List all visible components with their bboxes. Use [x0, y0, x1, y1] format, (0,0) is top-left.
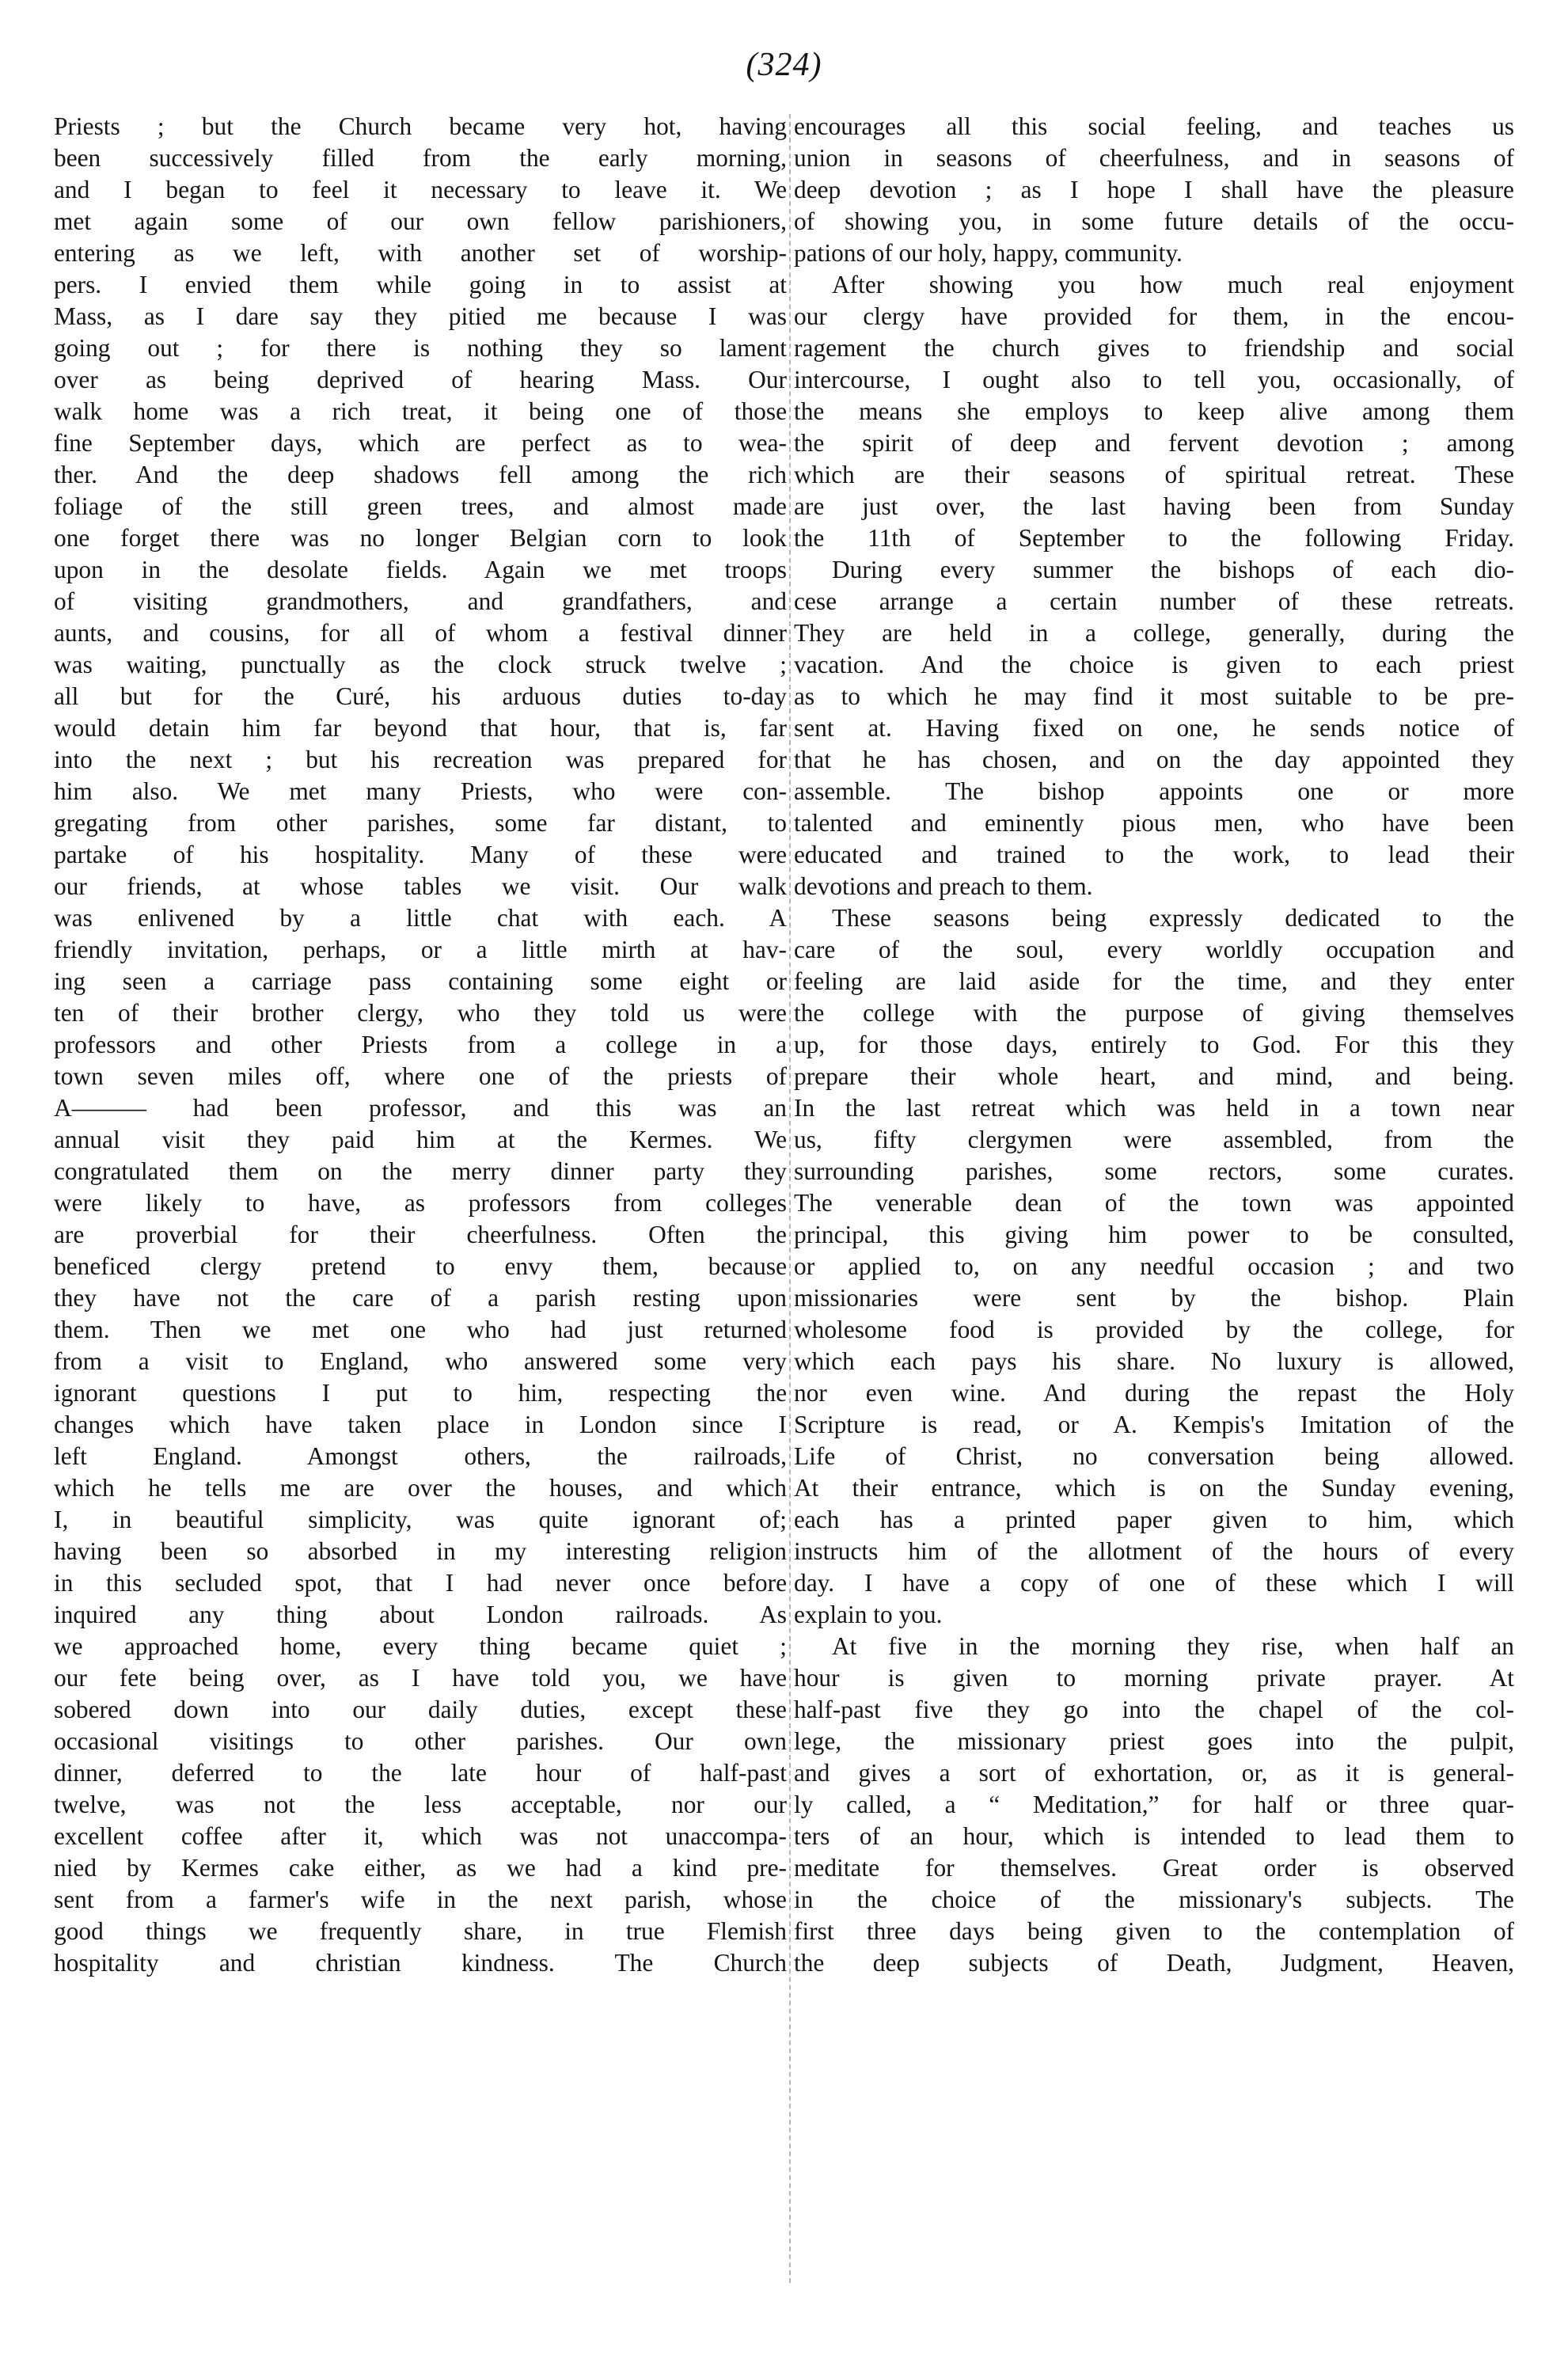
text-line: ignorant questions I put to him, respecting the — [54, 1379, 787, 1407]
right-column — [794, 111, 1514, 1979]
text-line: upon in the desolate fields. Again we met troops — [54, 556, 787, 583]
text-line: sobered down into our daily duties, except these — [54, 1696, 787, 1723]
text-line: nor even wine. And during the repast the Holy — [794, 1379, 1514, 1407]
text-line: inquired any thing about London railroads. As — [54, 1601, 787, 1628]
text-line: Life of Christ, no conversation being allowed. — [794, 1442, 1514, 1470]
text-line: Mass, as I dare say they pitied me because I was — [54, 302, 787, 330]
text-line: professors and other Priests from a college in a — [54, 1031, 787, 1058]
text-line: us, fifty clergymen were assembled, from the — [794, 1126, 1514, 1153]
text-line: left England. Amongst others, the railroads, — [54, 1442, 787, 1470]
text-line: each has a printed paper given to him, which — [794, 1506, 1514, 1533]
text-line: gregating from other parishes, some far distant, to — [54, 809, 787, 837]
paragraph-start-line: These seasons being expressly dedicated to the — [832, 904, 1514, 932]
text-line: and gives a sort of exhortation, or, as it is general- — [794, 1759, 1514, 1787]
text-line: encourages all this social feeling, and teaches us — [794, 112, 1514, 140]
text-line: walk home was a rich treat, it being one of those — [54, 397, 787, 425]
text-line: Priests ; but the Church became very hot, having — [54, 112, 787, 140]
text-line: ing seen a carriage pass containing some eight or — [54, 967, 787, 995]
text-line: hospitality and christian kindness. The Church — [54, 1949, 787, 1977]
text-line: which are their seasons of spiritual retreat. These — [794, 461, 1514, 488]
text-line: our friends, at whose tables we visit. Our walk — [54, 872, 787, 900]
text-line: that he has chosen, and on the day appointed they — [794, 746, 1514, 773]
text-line: him also. We met many Priests, who were con- — [54, 777, 787, 805]
text-line: At their entrance, which is on the Sunday evening, — [794, 1474, 1514, 1502]
text-line: nied by Kermes cake either, as we had a kind pre- — [54, 1854, 787, 1882]
text-line: ters of an hour, which is intended to lead them to — [794, 1822, 1514, 1850]
text-line: first three days being given to the contemplation of — [794, 1917, 1514, 1945]
text-line: we approached home, every thing became quiet ; — [54, 1632, 787, 1660]
text-line: ther. And the deep shadows fell among the rich — [54, 461, 787, 488]
page-number: (324) — [746, 47, 822, 83]
text-line: twelve, was not the less acceptable, nor our — [54, 1791, 787, 1818]
text-line: of showing you, in some future details of the occu- — [794, 207, 1514, 235]
text-line: principal, this giving him power to be consulted, — [794, 1221, 1514, 1248]
text-line: hour is given to morning private prayer. At — [794, 1664, 1514, 1692]
text-line: surrounding parishes, some rectors, some curates. — [794, 1157, 1514, 1185]
text-line: The venerable dean of the town was appointed — [794, 1189, 1514, 1217]
text-line: which each pays his share. No luxury is allowed, — [794, 1347, 1514, 1375]
paragraph-start-line: After showing you how much real enjoyment — [832, 271, 1514, 298]
text-line: vacation. And the choice is given to each priest — [794, 651, 1514, 678]
text-line: the spirit of deep and fervent devotion ; among — [794, 429, 1514, 457]
text-line: beneficed clergy pretend to envy them, because — [54, 1252, 787, 1280]
text-line: annual visit they paid him at the Kermes. We — [54, 1126, 787, 1153]
text-line: Scripture is read, or A. Kempis's Imitation of the — [794, 1411, 1514, 1438]
text-line: and I began to feel it necessary to leave it. We — [54, 176, 787, 203]
text-line: town seven miles off, where one of the priests of — [54, 1062, 787, 1090]
text-line: lege, the missionary priest goes into the pulpit, — [794, 1727, 1514, 1755]
text-line: day. I have a copy of one of these which I will — [794, 1569, 1514, 1597]
text-line: been successively filled from the early morning, — [54, 144, 787, 172]
text-line: up, for those days, entirely to God. For this they — [794, 1031, 1514, 1058]
text-line: into the next ; but his recreation was prepared for — [54, 746, 787, 773]
text-line: excellent coffee after it, which was not unaccompa- — [54, 1822, 787, 1850]
text-line: which he tells me are over the houses, and which — [54, 1474, 787, 1502]
text-line: talented and eminently pious men, who have been — [794, 809, 1514, 837]
text-line: as to which he may find it most suitable to be pre- — [794, 682, 1514, 710]
text-line: the 11th of September to the following Friday. — [794, 524, 1514, 552]
text-line: missionaries were sent by the bishop. Plain — [794, 1284, 1514, 1312]
text-line: assemble. The bishop appoints one or more — [794, 777, 1514, 805]
text-line: They are held in a college, generally, during the — [794, 619, 1514, 647]
text-line: over as being deprived of hearing Mass. Our — [54, 366, 787, 393]
column-divider — [789, 114, 791, 2283]
text-line: they have not the care of a parish resting upon — [54, 1284, 787, 1312]
paragraph-end-line: pations of our holy, happy, community. — [794, 239, 1183, 267]
text-line: all but for the Curé, his arduous duties to-day — [54, 682, 787, 710]
left-column — [54, 111, 787, 1979]
paragraph-start-line: During every summer the bishops of each dio- — [832, 556, 1514, 583]
text-line: intercourse, I ought also to tell you, occasionally, of — [794, 366, 1514, 393]
text-line: union in seasons of cheerfulness, and in seasons of — [794, 144, 1514, 172]
text-line: ly called, a “ Meditation,” for half or three quar- — [794, 1791, 1514, 1818]
text-line: A——— had been professor, and this was an — [54, 1094, 787, 1122]
text-line: our fete being over, as I have told you, we have — [54, 1664, 787, 1692]
text-line: met again some of our own fellow parishioners, — [54, 207, 787, 235]
text-line: entering as we left, with another set of worship- — [54, 239, 787, 267]
text-line: having been so absorbed in my interesting religion — [54, 1537, 787, 1565]
text-line: wholesome food is provided by the college, for — [794, 1316, 1514, 1343]
text-line: going out ; for there is nothing they so lament — [54, 334, 787, 362]
text-line: are just over, the last having been from Sunday — [794, 492, 1514, 520]
text-line: educated and trained to the work, to lead their — [794, 841, 1514, 868]
text-line: half-past five they go into the chapel of the col- — [794, 1696, 1514, 1723]
text-line: were likely to have, as professors from colleges — [54, 1189, 787, 1217]
text-line: pers. I envied them while going in to assist at — [54, 271, 787, 298]
text-line: from a visit to England, who answered some very — [54, 1347, 787, 1375]
text-line: sent at. Having fixed on one, he sends notice of — [794, 714, 1514, 742]
text-line: meditate for themselves. Great order is observed — [794, 1854, 1514, 1882]
paragraph-end-line: devotions and preach to them. — [794, 872, 1093, 900]
text-line: In the last retreat which was held in a town near — [794, 1094, 1514, 1122]
text-line: friendly invitation, perhaps, or a little mirth at hav- — [54, 936, 787, 963]
text-line: our clergy have provided for them, in the encou- — [794, 302, 1514, 330]
text-line: fine September days, which are perfect as to wea- — [54, 429, 787, 457]
text-line: deep devotion ; as I hope I shall have the pleasure — [794, 176, 1514, 203]
text-line: of visiting grandmothers, and grandfathers, and — [54, 587, 787, 615]
text-line: was enlivened by a little chat with each. A — [54, 904, 787, 932]
text-line: good things we frequently share, in true Flemish — [54, 1917, 787, 1945]
text-line: or applied to, on any needful occasion ; and two — [794, 1252, 1514, 1280]
text-line: the college with the purpose of giving themselves — [794, 999, 1514, 1027]
text-line: cese arrange a certain number of these retreats. — [794, 587, 1514, 615]
text-line: aunts, and cousins, for all of whom a festival dinner — [54, 619, 787, 647]
text-line: in this secluded spot, that I had never once before — [54, 1569, 787, 1597]
text-line: in the choice of the missionary's subjects. The — [794, 1886, 1514, 1913]
text-line: changes which have taken place in London since I — [54, 1411, 787, 1438]
text-line: congratulated them on the merry dinner party they — [54, 1157, 787, 1185]
text-line: care of the soul, every worldly occupation and — [794, 936, 1514, 963]
text-line: would detain him far beyond that hour, that is, far — [54, 714, 787, 742]
text-line: are proverbial for their cheerfulness. Often the — [54, 1221, 787, 1248]
text-line: partake of his hospitality. Many of these were — [54, 841, 787, 868]
text-line: sent from a farmer's wife in the next parish, whose — [54, 1886, 787, 1913]
text-line: occasional visitings to other parishes. Our own — [54, 1727, 787, 1755]
text-line: them. Then we met one who had just returned — [54, 1316, 787, 1343]
text-line: foliage of the still green trees, and almost made — [54, 492, 787, 520]
text-line: feeling are laid aside for the time, and they enter — [794, 967, 1514, 995]
text-line: prepare their whole heart, and mind, and being. — [794, 1062, 1514, 1090]
text-line: ten of their brother clergy, who they told us were — [54, 999, 787, 1027]
text-line: the deep subjects of Death, Judgment, Heaven, — [794, 1949, 1514, 1977]
text-line: I, in beautiful simplicity, was quite ignorant of; — [54, 1506, 787, 1533]
text-line: the means she employs to keep alive among them — [794, 397, 1514, 425]
text-line: one forget there was no longer Belgian corn to look — [54, 524, 787, 552]
paragraph-end-line: explain to you. — [794, 1601, 943, 1628]
text-line: instructs him of the allotment of the hours of every — [794, 1537, 1514, 1565]
text-line: ragement the church gives to friendship and social — [794, 334, 1514, 362]
text-line: dinner, deferred to the late hour of half-past — [54, 1759, 787, 1787]
paragraph-start-line: At five in the morning they rise, when half an — [832, 1632, 1514, 1660]
text-line: was waiting, punctually as the clock struck twelve ; — [54, 651, 787, 678]
